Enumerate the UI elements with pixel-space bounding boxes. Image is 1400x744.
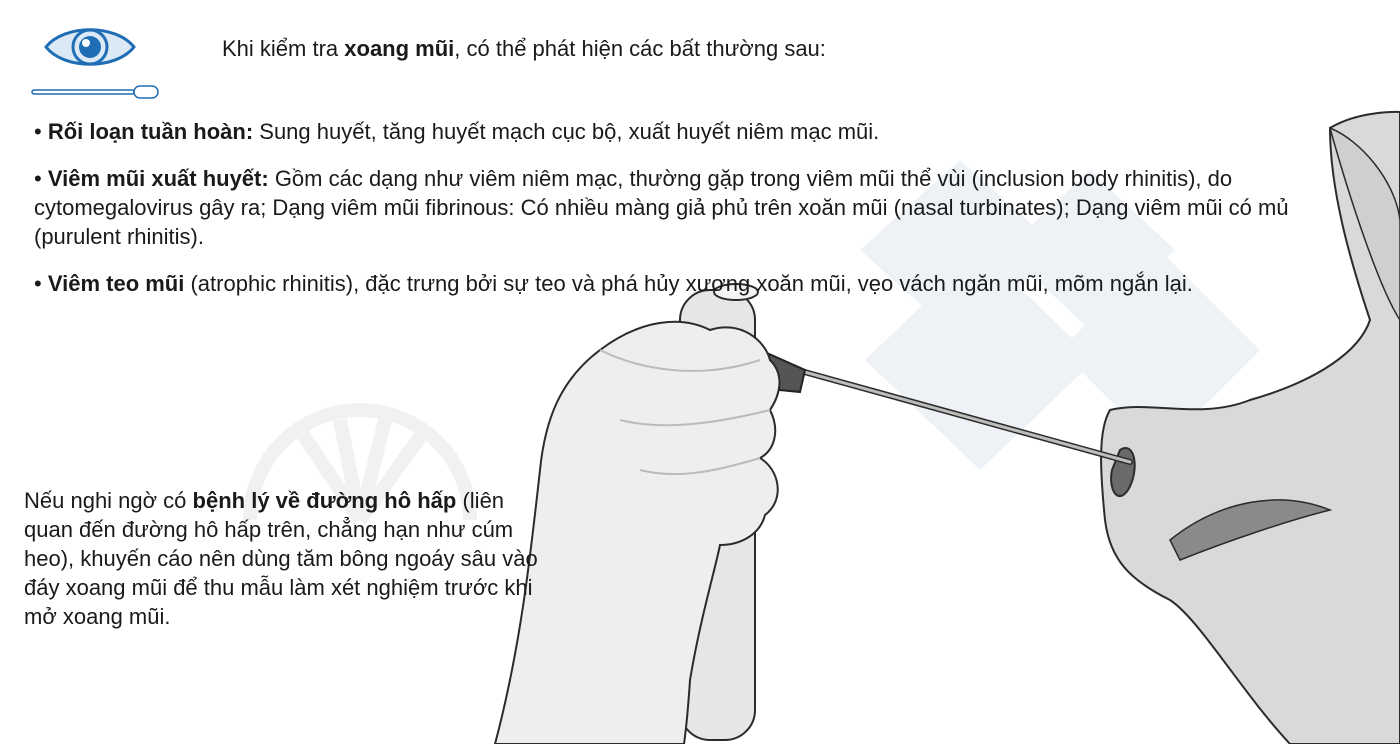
list-item	[34, 269, 1364, 298]
bullet-marker: •	[34, 166, 48, 191]
list-item	[34, 164, 1364, 251]
list-item	[34, 117, 1364, 146]
intro-text	[222, 34, 826, 64]
note-prefix: Nếu nghi ngờ có	[24, 488, 193, 513]
intro-prefix: Khi kiểm tra	[222, 36, 345, 61]
intro-suffix: , có thể phát hiện các bất thường sau:	[454, 36, 826, 61]
swab-icon	[30, 84, 162, 100]
bullet-marker: •	[34, 119, 48, 144]
bullet-term: Viêm mũi xuất huyết:	[47, 166, 269, 191]
bullet-term: Viêm teo mũi	[47, 271, 185, 296]
eye-icon	[42, 20, 138, 74]
bullet-description: Sung huyết, tăng huyết mạch cục bộ, xuất huyết niêm mạc mũi.	[253, 119, 880, 144]
bullet-marker: •	[34, 271, 48, 296]
bullet-description: Gồm các dạng như viêm niêm mạc, thường gặp trong viêm mũi thể vùi (inclusion body rhinitis), do cytomegalovirus gây ra; Dạng viêm mũi fibrinous: Có nhiều màng giả phủ trên xoăn mũi (nasal turbinates); Dạng viêm mũi có mủ (purulent rhinitis).	[34, 166, 1289, 249]
note-bold: bệnh lý về đường hô hấp	[192, 488, 457, 513]
intro-bold: xoang mũi	[344, 36, 455, 61]
finding-list	[34, 117, 1364, 316]
bullet-description: (atrophic rhinitis), đặc trưng bởi sự teo và phá hủy xương xoăn mũi, vẹo vách ngăn mũi, mõm ngắn lại.	[184, 271, 1193, 296]
note-suffix: (liên quan đến đường hô hấp trên, chẳng hạn như cúm heo), khuyến cáo nên dùng tăm bông ngoáy sâu vào đáy xoang mũi để thu mẫu làm xét nghiệm trước khi mở xoang mũi.	[24, 488, 538, 629]
bullet-term: Rối loạn tuần hoàn:	[47, 119, 254, 144]
sampling-note	[24, 486, 544, 631]
